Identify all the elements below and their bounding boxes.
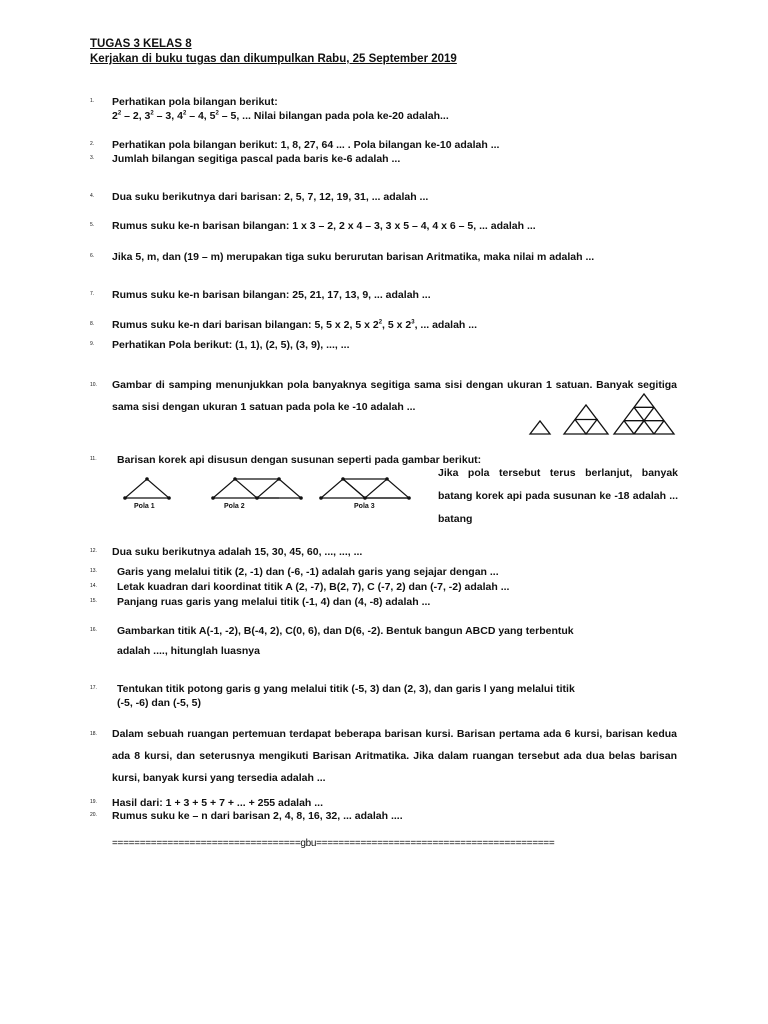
question-text: Gambar di samping menunjukkan pola banyaknya segitiga sama sisi dengan ukuran 1 satuan. Banyak segitiga sama sisi dengan ukuran 1 satuan pada pola ke -10 adalah ... — [112, 379, 677, 413]
question-text: Jika 5, m, dan (19 – m) merupakan tiga suku berurutan barisan Aritmatika, maka nilai m adalah ... — [112, 251, 595, 263]
question-text: Barisan korek api disusun dengan susunan seperti pada gambar berikut: — [117, 454, 482, 466]
question-number: 19. — [90, 799, 97, 805]
question-text: Jumlah bilangan segitiga pascal pada baris ke-6 adalah ... — [112, 153, 401, 165]
question-text: Hasil dari: 1 + 3 + 5 + 7 + ... + 255 adalah ... — [112, 797, 323, 809]
question-number: 10. — [90, 382, 97, 388]
question-number: 9. — [90, 341, 95, 347]
question-number: 8. — [90, 321, 95, 327]
question-number: 7. — [90, 291, 95, 297]
question-text: Perhatikan pola bilangan berikut: — [112, 96, 278, 108]
question-number: 20. — [90, 812, 97, 818]
question-number: 18. — [90, 731, 97, 737]
triangle-pattern-figure — [528, 392, 678, 436]
question-text: Panjang ruas garis yang melalui titik (-1, 4) dan (4, -8) adalah ... — [117, 596, 431, 608]
question-text: Dua suku berikutnya adalah 15, 30, 45, 60, ..., ..., ... — [112, 546, 363, 558]
question-text: Dua suku berikutnya dari barisan: 2, 5, 7, 12, 19, 31, ... adalah ... — [112, 191, 429, 203]
question-text: Letak kuadran dari koordinat titik A (2, -7), B(2, 7), C (-7, 2) dan (-7, -2) adalah ... — [117, 581, 510, 593]
question-number: 16. — [90, 627, 97, 633]
question-number: 13. — [90, 568, 97, 574]
question-text: Rumus suku ke – n dari barisan 2, 4, 8, 16, 32, ... adalah .... — [112, 810, 403, 822]
triangle-pattern-3 — [614, 394, 674, 434]
question-number: 5. — [90, 222, 95, 228]
page-title: TUGAS 3 KELAS 8 — [90, 38, 192, 50]
instruction-line: Kerjakan di buku tugas dan dikumpulkan Rabu, 25 September 2019 — [90, 53, 457, 65]
question-text: Perhatikan Pola berikut: (1, 1), (2, 5), (3, 9), ..., ... — [112, 339, 350, 351]
question-text: Perhatikan pola bilangan berikut: 1, 8, 27, 64 ... . Pola bilangan ke-10 adalah ... — [112, 139, 500, 151]
question-number: 12. — [90, 548, 97, 554]
matchstick-pattern-3 — [321, 479, 409, 498]
question-number: 15. — [90, 598, 97, 604]
figure-label-pola-1: Pola 1 — [134, 503, 155, 510]
figure-label-pola-3: Pola 3 — [354, 503, 375, 510]
question-number: 11. — [90, 456, 97, 462]
question-text: Rumus suku ke-n barisan bilangan: 25, 21, 17, 13, 9, ... adalah ... — [112, 289, 431, 301]
question-number: 1. — [90, 98, 95, 104]
question-text: Rumus suku ke-n dari barisan bilangan: 5, 5 x 2, 5 x $2^2$, 5 x $2^3$, ... adalah ... — [112, 319, 478, 331]
question-number: 14. — [90, 583, 97, 589]
question-number: 17. — [90, 685, 97, 691]
question-text: Tentukan titik potong garis g yang melalui titik (-5, 3) dan (2, 3), dan garis l yang melalui titik — [117, 683, 575, 695]
triangle-pattern-2 — [564, 405, 608, 434]
matchstick-pattern-2 — [213, 479, 301, 498]
figure-label-pola-2: Pola 2 — [224, 503, 245, 510]
question-text: Gambarkan titik A(-1, -2), B(-4, 2), C(0, 6), dan D(6, -2). Bentuk bangun ABCD yang terbentuk — [117, 625, 574, 637]
question-11-side-text: Jika pola tersebut terus berlanjut, banyak batang korek api pada susunan ke -18 adalah ... batang — [438, 467, 678, 525]
footer-separator: ==================================gbu=========================================== — [112, 838, 555, 849]
question-number: 6. — [90, 253, 95, 259]
question-number: 3. — [90, 155, 95, 161]
question-formula: $2^2 - 2$, $3^2 - 3$, $4^2 - 4$, $5^2 - 5$, ... Nilai bilangan pada pola ke-20 adalah... — [112, 110, 449, 122]
question-number: 2. — [90, 141, 95, 147]
question-text-continued: adalah ...., hitunglah luasnya — [117, 645, 260, 657]
matchstick-figure — [120, 476, 430, 506]
question-text-continued: (-5, -6) dan (-5, 5) — [117, 697, 202, 709]
triangle-pattern-1 — [530, 421, 550, 434]
question-text: Dalam sebuah ruangan pertemuan terdapat beberapa barisan kursi. Barisan pertama ada 6 kursi, barisan kedua ada 8 kursi, dan seterusnya mengikuti Barisan Aritmatika. Jika dalam ruangan tersebut ada dua belas barisan kursi, banyak kursi yang tersedia adalah ... — [112, 728, 677, 784]
question-text: Garis yang melalui titik (2, -1) dan (-6, -1) adalah garis yang sejajar dengan ... — [117, 566, 499, 578]
question-number: 4. — [90, 193, 95, 199]
question-text: Rumus suku ke-n barisan bilangan: 1 x 3 – 2, 2 x 4 – 3, 3 x 5 – 4, 4 x 6 – 5, ... adalah ... — [112, 220, 536, 232]
matchstick-pattern-1 — [125, 479, 169, 498]
